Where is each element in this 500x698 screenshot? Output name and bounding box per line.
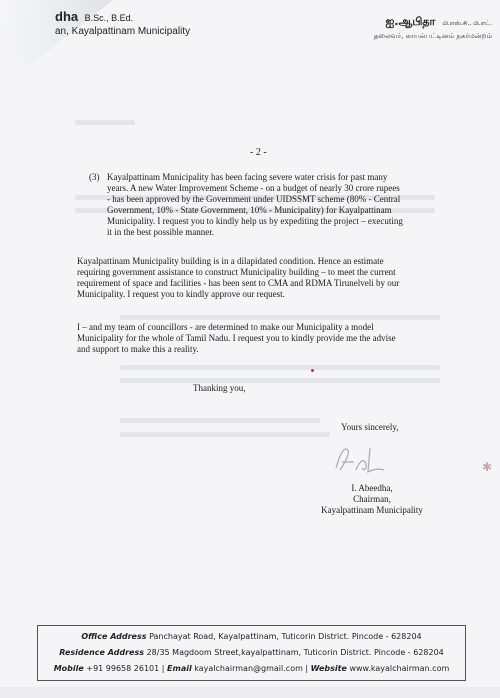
paragraph-line: and support to make this a reality. [77,344,199,354]
show-through-mark [120,378,440,383]
closing-thanks: Thanking you, [193,383,246,393]
list-item-line: Municipality. I request you to kindly help us by expediting the project – executing [107,216,403,226]
list-item-line: Government, 10% - State Government, 10% - Municipality) for Kayalpattinam [107,205,392,215]
footer-residence-label: Residence Address [59,648,145,657]
footer-email-label: Email [167,664,192,673]
footer-separator: | [305,664,309,673]
page-number: - 2 - [250,147,267,158]
list-item-line: it in the best possible manner. [107,227,214,237]
footer-mobile-label: Mobile [53,664,84,673]
paragraph-model-municipality [77,322,437,355]
closing-yours-sincerely: Yours sincerely, [341,422,399,432]
letterhead-tamil-degree: பி.எஸ்.சி., பி.எட். [442,20,492,27]
show-through-mark [75,120,135,125]
list-item-line: years. A new Water Improvement Scheme - on a budget of nearly 30 crore rupees [107,183,400,193]
show-through-mark [120,315,440,320]
paragraph-line: I – and my team of councillors - are determined to make our Municipality a model [77,322,374,332]
letterhead-name-text: dha [55,9,79,24]
letterhead-office: an, Kayalpattinam Municipality [55,26,191,37]
letterhead-degree: B.Sc., B.Ed. [84,13,134,23]
paragraph-line: Municipality. I request you to kindly approve our request. [77,289,285,299]
show-through-mark [120,365,440,370]
footer-mobile-value: +91 99658 26101 [86,664,160,673]
paragraph-building [77,256,437,300]
footer-residence-value: 28/35 Magdoom Street,kayalpattinam, Tuticorin District. Pincode - 628204 [146,648,444,657]
footer-website-value: www.kayalchairman.com [349,664,450,673]
list-item-line: Kayalpattinam Municipality has been facing severe water crisis for past many [107,172,388,182]
letterhead-tamil-name: ஐ.ஆபிதா [385,15,436,28]
handwritten-signature [330,440,390,478]
footer-office-value: Panchayat Road, Kayalpattinam, Tuticorin District. Pincode - 628204 [149,632,422,641]
footer-contact-row [38,664,465,673]
paragraph-line: Municipality for the whole of Tamil Nadu. I request you to kindly provide me the advise [77,333,396,343]
paragraph-line: Kayalpattinam Municipality building is in a dilapidated condition. Hence an estimate [77,256,384,266]
letterhead-footer [37,625,466,681]
letterhead-name [55,8,133,26]
stamp-mark: ✱ [482,460,493,474]
footer-email-value: kayalchairman@gmail.com [194,664,303,673]
letterhead-tamil-office: தலைவர், காயல்பட்டினம் நகர்மன்றம் [373,32,492,40]
footer-office-label: Office Address [81,632,147,641]
list-item-number: (3) [89,172,100,182]
show-through-mark [120,418,320,423]
list-item-3 [89,172,444,238]
paragraph-line: requirement of space and facilities - has been sent to CMA and RDMA Tirunelveli by our [77,278,400,288]
page-bottom-edge [0,687,500,698]
letterhead-tamil [374,10,492,41]
footer-office-row [38,632,465,641]
signature-block [312,483,432,516]
signer-name: I. Abeedha, [351,483,393,493]
show-through-mark [120,432,330,437]
ink-dot [311,369,314,372]
footer-website-label: Website [310,664,347,673]
list-item-line: - has been approved by the Government under UIDSSMT scheme (80% - Central [107,194,401,204]
footer-residence-row [38,648,465,657]
paragraph-line: requiring government assistance to construct Municipality building – to meet the current [77,267,396,277]
signer-organization: Kayalpattinam Municipality [321,505,423,515]
signer-title: Chairman, [353,494,391,504]
footer-separator: | [161,664,165,673]
